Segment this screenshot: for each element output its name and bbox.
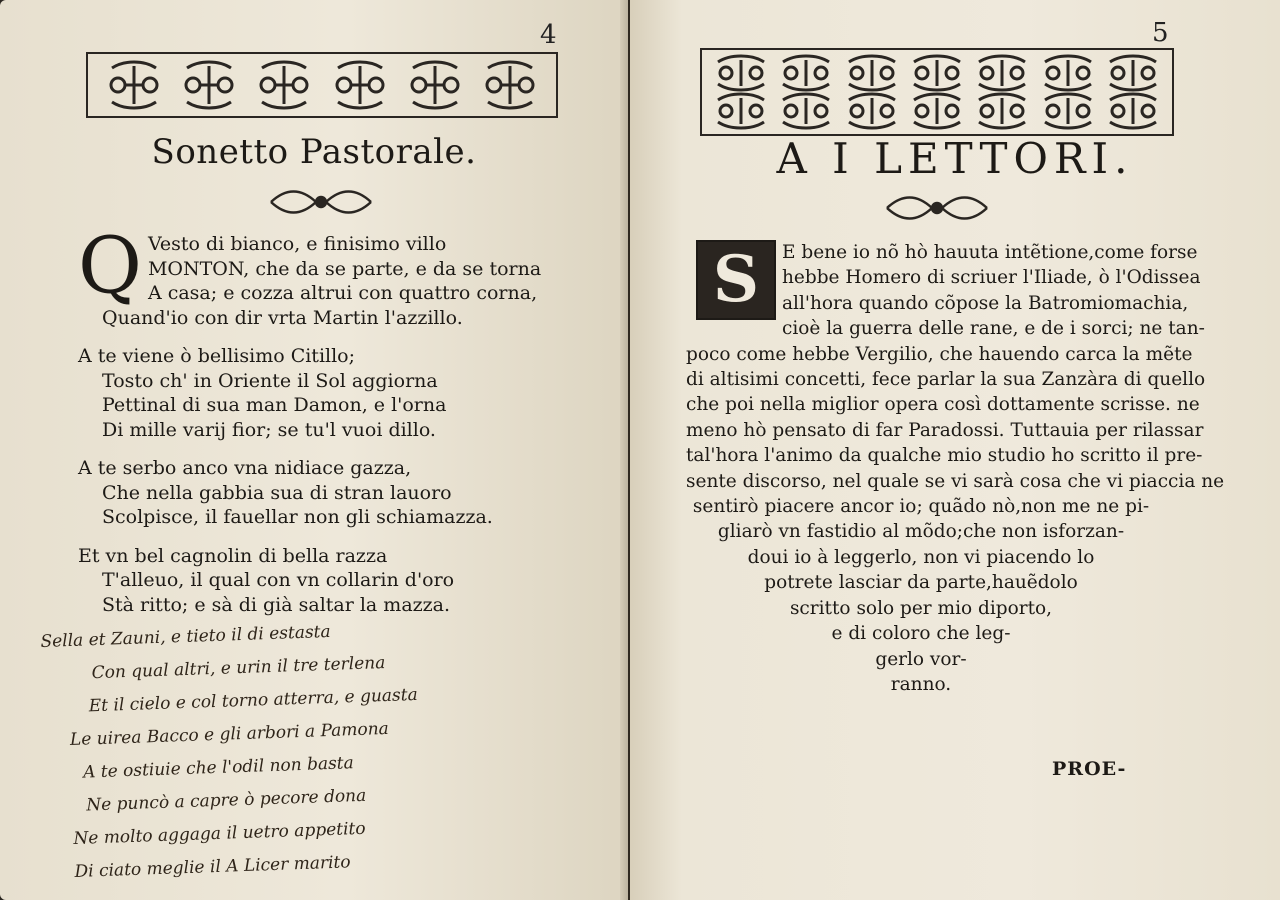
left-page	[0, 0, 628, 900]
verse-line: Pettinal di sua man Damon, e l'orna	[102, 394, 447, 416]
scroll-ornament-icon	[1041, 92, 1095, 130]
text-line: cioè la guerra delle rane, e de i sorci; ne tan-	[782, 318, 1205, 340]
handwritten-line: Et il cielo e col torno atterra, e guasta	[88, 684, 419, 717]
verse-line: Di mille varij fior; se tu'l vuoi dillo.	[102, 418, 436, 441]
verse-line: Stà ritto; e sà di già saltar la mazza.	[102, 593, 451, 616]
scroll-ornament-icon	[1041, 54, 1095, 92]
stanza	[78, 221, 542, 330]
scroll-ornament-icon	[254, 58, 314, 112]
scroll-ornament-icon	[910, 54, 964, 92]
ornamental-headpiece	[700, 48, 1174, 136]
handwritten-line: Ne puncò a capre ò pecore dona	[85, 785, 367, 816]
verse-line: MONTON, che da se parte, e da se torna	[147, 257, 542, 280]
scroll-ornament-icon	[779, 54, 833, 92]
text-line: E bene io nõ hò hauuta intẽtione,come forse	[782, 242, 1198, 263]
handwritten-line: Di ciato meglie il A Licer marito	[74, 852, 351, 882]
stanza	[78, 456, 531, 530]
scroll-ornament-icon	[1106, 92, 1160, 130]
verse-line: Vesto di bianco, e finisimo villo	[147, 233, 447, 255]
text-line: potrete lasciar da parte,hauẽdolo	[764, 572, 1078, 594]
sonnet	[78, 221, 542, 631]
drop-initial: Q	[78, 221, 142, 311]
verse-line: A te serbo anco vna nidiace gazza,	[78, 457, 412, 479]
scroll-ornament-icon	[405, 58, 465, 112]
scroll-ornament-icon	[779, 92, 833, 130]
scroll-ornament-icon	[179, 58, 239, 112]
scroll-ornament-icon	[714, 54, 768, 92]
stanza	[78, 344, 531, 442]
text-line: poco come hebbe Vergilio, che hauendo carca la mẽte	[686, 343, 1193, 365]
fleuron-icon	[882, 192, 992, 224]
verse-line: Che nella gabbia sua di stran lauoro	[102, 481, 452, 504]
text-line: doui io à leggerlo, non vi piacendo lo	[747, 546, 1095, 568]
ornament-row	[708, 92, 1166, 130]
scroll-ornament-icon	[845, 54, 899, 92]
stanza	[78, 544, 531, 618]
text-line: all'hora quando cõpose la Batromiomachia,	[782, 292, 1189, 314]
text-line: sentirò piacere ancor io; quãdo nò,non me ne pi-	[692, 496, 1150, 518]
verse-line: Et vn bel cagnolin di bella razza	[78, 544, 388, 567]
text-line: tal'hora l'animo da qualche mio studio ho scritto il pre-	[686, 445, 1203, 467]
scroll-ornament-icon	[1106, 54, 1160, 92]
handwritten-line: Sella et Zauni, e tieto il di estasta	[40, 621, 331, 652]
verse-line: Scolpisce, il fauellar non gli schiamazza.	[102, 506, 493, 528]
scroll-ornament-icon	[975, 54, 1029, 92]
text-line: meno hò pensato di far Paradossi. Tuttauia per rilassar	[686, 419, 1204, 441]
verse-line: Quand'io con dir vrta Martin l'azzillo.	[102, 306, 463, 329]
scroll-ornament-icon	[714, 92, 768, 130]
right-page	[630, 0, 1280, 900]
text-line: sente discorso, nel quale se vi sarà cosa che vi piaccia ne	[686, 470, 1225, 492]
text-line: gliarò vn fastidio al mõdo;che non isforzan-	[717, 521, 1125, 543]
scroll-ornament-icon	[975, 92, 1029, 130]
page-number: 4	[540, 20, 557, 50]
scroll-ornament-icon	[330, 58, 390, 112]
handwritten-line: A te ostiuie che l'odil non basta	[82, 753, 355, 783]
fleuron-icon	[266, 186, 376, 218]
page-title: A I LETTORI.	[776, 134, 1134, 183]
text-line: e di coloro che leg-	[831, 623, 1011, 645]
verse-line: A casa; e cozza altrui con quattro corna,	[147, 282, 538, 304]
preface-text	[686, 240, 1225, 697]
scroll-ornament-icon	[480, 58, 540, 112]
scroll-ornament-icon	[845, 92, 899, 130]
handwritten-line: Con qual altri, e urin il tre terlena	[91, 652, 386, 684]
handwritten-annotation	[40, 609, 549, 890]
verse-line: A te viene ò bellisimo Citillo;	[78, 345, 356, 367]
scroll-ornament-icon	[104, 58, 164, 112]
text-line: ranno.	[890, 673, 952, 695]
text-line: che poi nella miglior opera così dottamente scrisse. ne	[686, 394, 1200, 416]
handwritten-line: Ne molto aggaga il uetro appetito	[73, 818, 366, 849]
page-number: 5	[1152, 18, 1169, 48]
ornamental-headpiece	[86, 52, 558, 118]
scroll-ornament-icon	[910, 92, 964, 130]
handwritten-line: Le uirea Bacco e gli arbori a Pamona	[69, 718, 390, 751]
ornament-row	[708, 54, 1166, 92]
verse-line: Tosto ch' in Oriente il Sol aggiorna	[102, 369, 438, 392]
text-line: scritto solo per mio diporto,	[789, 597, 1053, 619]
verse-line: T'alleuo, il qual con vn collarin d'oro	[102, 569, 455, 591]
drop-initial: S	[712, 242, 760, 317]
catchword: PROE-	[1052, 758, 1127, 780]
page-title: Sonetto Pastorale.	[151, 132, 477, 172]
text-line: gerlo vor-	[875, 648, 967, 670]
text-line: hebbe Homero di scriuer l'Iliade, ò l'Odissea	[782, 267, 1201, 289]
text-line: di altisimi concetti, fece parlar la sua Zanzàra di quello	[686, 369, 1206, 391]
